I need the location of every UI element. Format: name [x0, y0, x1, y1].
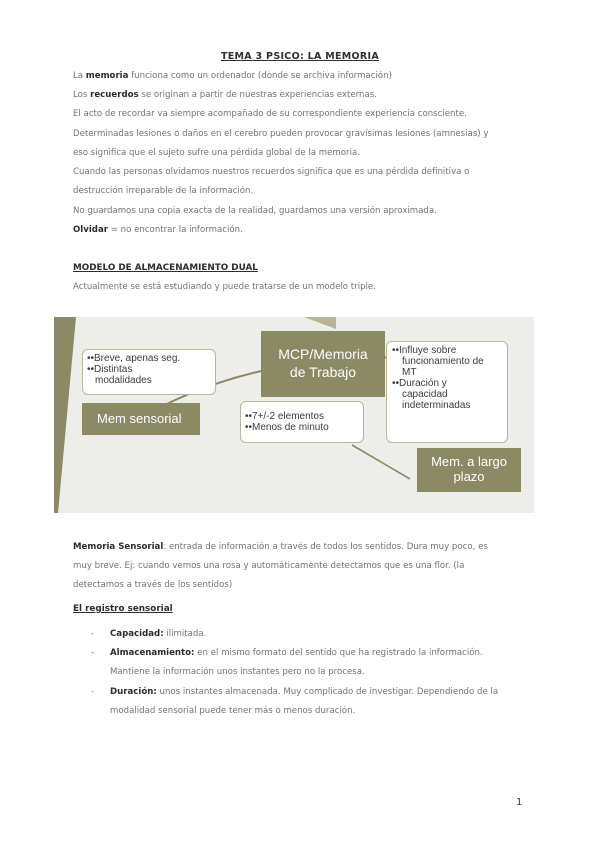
term-memoria-sensorial: Memoria Sensorial: [73, 542, 164, 552]
text: en el mismo formato del sentido que ha registrado la información.: [194, 648, 483, 658]
list-item: [93, 625, 528, 644]
text: MCP/Memoria: [278, 346, 368, 362]
left-stripe: [54, 317, 76, 513]
text: muy breve. Ej: cuando vemos una rosa y automáticamente detectamos que es una flor. (la: [73, 561, 465, 571]
modelo-text: Actualmente se está estudiando y puede tratarse de un modelo triple.: [73, 282, 376, 292]
text: Mem. a largo: [431, 454, 507, 469]
mlp-info-box: [386, 341, 508, 443]
text: unos instantes almacenada. Muy complicado de investigar. Dependiendo de la: [156, 687, 499, 697]
mem-sensorial-label: Mem sensorial: [82, 403, 200, 435]
bullet-dash: -: [91, 648, 95, 658]
connector-line: [352, 445, 410, 479]
text: ••Influye sobre: [392, 345, 457, 356]
section-heading-modelo: MODELO DE ALMACENAMIENTO DUAL: [73, 263, 258, 273]
section-heading-registro: El registro sensorial: [73, 604, 173, 614]
intro-line-6: Cuando las personas olvidamos nuestros recuerdos significa que es una pérdida definitiva o: [73, 167, 470, 177]
text: : entrada de información a través de todos los sentidos. Dura muy poco, es: [163, 542, 488, 552]
intro-line-5: eso significa que el sujeto sufre una pérdida global de la memoria.: [73, 148, 360, 158]
text: ••Distintas: [87, 364, 133, 375]
text: modalidad sensorial puede tener más o menos duración.: [110, 706, 356, 716]
text: = no encontrar la información.: [108, 225, 243, 235]
text: ••Duración y: [392, 378, 447, 389]
intro-line-3: El acto de recordar va siempre acompañado de su correspondiente experiencia consciente.: [73, 109, 467, 119]
text: Mantiene la información unos instantes pero no la procesa.: [110, 667, 365, 677]
list-item: [93, 644, 528, 682]
text: funciona como un ordenador (donde se archiva información): [128, 71, 392, 81]
text: ••Menos de minuto: [245, 422, 329, 433]
term-olvidar: Olvidar: [73, 225, 108, 235]
page-number: 1: [516, 797, 523, 808]
bullet-dash: -: [91, 629, 95, 639]
term: Capacidad:: [110, 629, 164, 639]
sensorial-paragraph: [73, 538, 528, 595]
intro-line-7: destrucción irreparable de la información.: [73, 186, 254, 196]
term: Duración:: [110, 687, 157, 697]
list-item: [93, 683, 528, 721]
text: modalidades: [95, 375, 152, 386]
intro-line-9: [73, 224, 243, 236]
top-triangle: [304, 317, 336, 329]
text: de Trabajo: [289, 364, 357, 380]
intro-line-1: [73, 70, 392, 82]
text: plazo: [453, 469, 485, 484]
text: se originan a partir de nuestras experiencias externas.: [138, 90, 377, 100]
term-memoria: memoria: [85, 71, 129, 81]
sensorial-info-box: [82, 349, 216, 395]
text: funcionamiento de: [402, 356, 484, 367]
memory-model-diagram: [54, 317, 534, 513]
intro-line-2: [73, 89, 377, 101]
intro-line-8: No guardamos una copia exacta de la realidad, guardamos una versión aproximada.: [73, 206, 437, 216]
intro-line-4: Determinadas lesiones o daños en el cerebro pueden provocar gravísimas lesiones (amnesias) y: [73, 129, 489, 139]
text: ••Breve, apenas seg.: [87, 353, 181, 364]
text: La: [73, 71, 86, 81]
term: Almacenamiento:: [110, 648, 195, 658]
page-title: TEMA 3 PSICO: LA MEMORIA: [220, 51, 380, 62]
text: MT: [402, 367, 417, 378]
text: Los: [73, 90, 91, 100]
mcp-info-box: [240, 401, 364, 443]
text: capacidad: [402, 389, 448, 400]
term-recuerdos: recuerdos: [90, 90, 139, 100]
text: ilimitada.: [163, 629, 207, 639]
text: indeterminadas: [402, 400, 471, 411]
mcp-label: [261, 331, 385, 397]
text: detectamos a través de los sentidos): [73, 580, 233, 590]
bullet-dash: -: [91, 687, 95, 697]
mlp-label: [417, 448, 521, 492]
text: ••7+/-2 elementos: [245, 411, 324, 422]
